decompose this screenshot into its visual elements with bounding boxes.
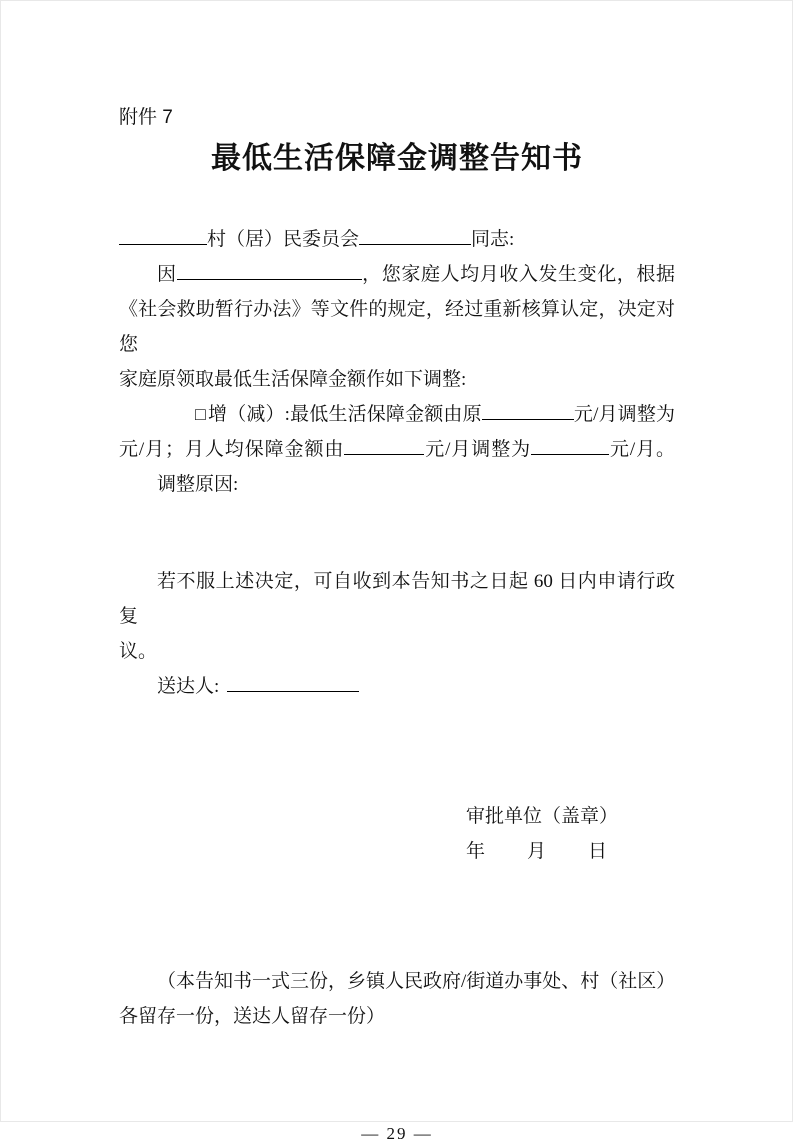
adjust-intro-line: 家庭原领取最低生活保障金额作如下调整: [119, 369, 467, 390]
adjust-line2-mid: 元/月调整为 [424, 439, 532, 460]
adjust-unit: 元/月调整为 [573, 404, 675, 425]
adjust-line2 [119, 432, 675, 467]
adjust-option-label: 增（减）: [207, 404, 290, 425]
reason-prefix: 因 [157, 264, 177, 285]
approval-unit-line: 审批单位（盖章） [466, 806, 619, 827]
signature-block [466, 799, 675, 869]
footnote-block [119, 964, 675, 1034]
deliverer-label: 送达人: [157, 676, 220, 697]
adjust-option-line [119, 397, 675, 432]
appeal-line-2: 议。 [119, 641, 158, 662]
adjust-line2-end: 元/月。 [609, 439, 676, 460]
committee-label: 村（居）民委员会 [207, 229, 360, 250]
committee-name-blank [119, 224, 207, 245]
percapita-original-blank [344, 434, 424, 455]
year-label: 年 [466, 841, 486, 862]
appeal-block [119, 564, 675, 704]
adjust-line2-start: 元/月；月人均保障金额由 [119, 439, 345, 460]
month-label: 月 [527, 841, 547, 862]
day-label: 日 [588, 841, 608, 862]
percapita-new-blank [531, 434, 609, 455]
original-amount-blank [482, 399, 574, 420]
deliverer-name-blank [227, 671, 359, 692]
regulation-line: 《社会救助暂行办法》等文件的规定，经过重新核算认定，决定对您 [119, 299, 675, 355]
reason-line [119, 257, 675, 292]
addressee-name-blank [359, 224, 471, 245]
adjust-text: 最低生活保障金额由原 [289, 404, 482, 425]
footnote-line-1: （本告知书一式三份，乡镇人民政府/街道办事处、村（社区） [157, 971, 676, 992]
footnote-line-2: 各留存一份，送达人留存一份） [119, 1006, 386, 1027]
addressee-suffix: 同志: [471, 229, 515, 250]
deliverer-line [119, 669, 675, 704]
document-title: 最低生活保障金调整告知书 [211, 142, 583, 175]
page-number: — 29 — [361, 1124, 433, 1143]
date-line [466, 834, 675, 869]
salutation-line [119, 222, 675, 257]
reason-blank [177, 259, 362, 280]
attachment-label: 附件 7 [119, 107, 173, 128]
reason-suffix: ，您家庭人均月收入发生变化，根据 [361, 264, 675, 285]
appeal-line-1: 若不服上述决定，可自收到本告知书之日起 60 日内申请行政复 [119, 571, 675, 627]
document-body [119, 222, 675, 502]
checkbox-icon: □ [195, 404, 206, 424]
reason-label-line: 调整原因: [157, 474, 239, 495]
